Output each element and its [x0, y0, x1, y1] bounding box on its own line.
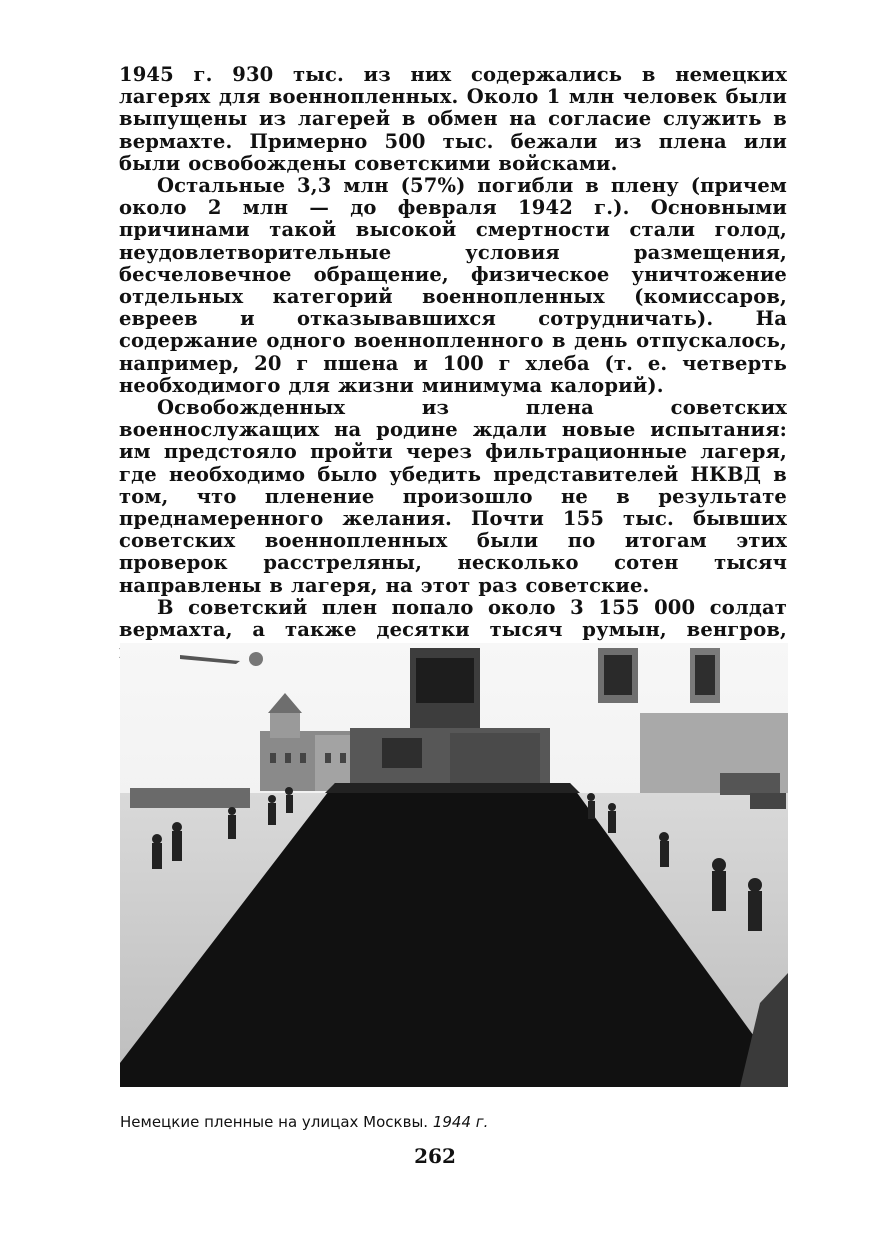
page-number: 262 — [414, 1144, 456, 1168]
paragraph-4: В советский плен попало около 3 155 000 солдат вермахта, а также десятки тысяч румын, венгров, — [119, 595, 787, 642]
paragraph-1: 1945 г. 930 тыс. из них содержались в немецких лагерях для военнопленных. Около 1 млн человек были выпущены из лагерей в обмен на согласие служить в вермахте. Примерно 500 тыс. бежали из плена или были освобождены советскими войсками. — [119, 63, 787, 175]
caption-year: 1944 г. — [432, 1113, 489, 1131]
photo-illustration — [120, 643, 788, 1087]
paragraph-3: Освобожденных из плена советских военнослужащих на родине ждали новые испытания: им предстояло пройти через фильтрационные лагеря, где необходимо было убедить представителей НКВД в том, что пленение произошло не в результате преднамеренного желания. Почти 155 тыс. бывших советских военнопленных были по итогам этих проверок расстреляны, несколько сотен тысяч направлены в лагеря, на этот раз советские. — [119, 396, 787, 597]
photo-german-prisoners-moscow — [120, 643, 788, 1087]
caption-text: Немецкие пленные на улицах Москвы. — [120, 1113, 429, 1131]
paragraph-2: Остальные 3,3 млн (57%) погибли в плену (причем около 2 млн — до февраля 1942 г.). Основными причинами такой высокой смертности стали голод, неудовлетворительные условия размещения, бесчеловечное обращение, физическое уничтожение отдельных категорий военнопленных (комиссаров, евреев и отказывавшихся сотрудничать). На содержание одного военнопленного в день отпускалось, например, 20 г пшена и 100 г хлеба (т. е. четверть необходимого для жизни минимума калорий). — [119, 174, 787, 397]
photo-caption — [120, 1113, 788, 1131]
column-far-end — [325, 783, 580, 793]
aircraft-shape — [249, 652, 263, 666]
body-text — [119, 64, 787, 663]
